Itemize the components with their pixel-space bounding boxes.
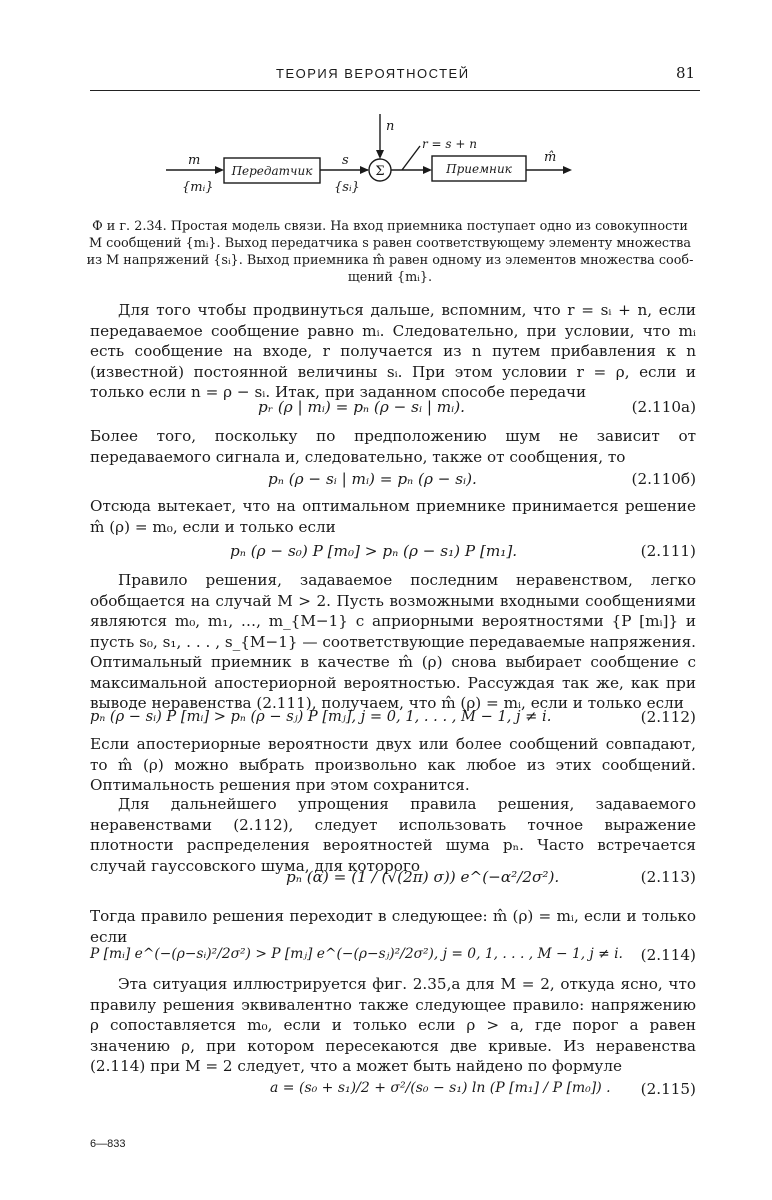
equation-2-110b-body: pₙ (ρ − sᵢ | mᵢ) = pₙ (ρ − sᵢ). — [268, 470, 477, 488]
equation-2-115-body: a = (s₀ + s₁)/2 + σ²/(s₀ − s₁) ln (P [m₁] / P [m₀]) . — [270, 1080, 611, 1096]
transmitter-label: Передатчик — [231, 164, 313, 178]
paragraph-3: Отсюда вытекает, что на оптимальном приемнике принимается решение m̂ (ρ) = m₀, если и только если — [90, 497, 696, 536]
input-set-label: {mᵢ} — [182, 180, 214, 195]
output-label: m̂ — [544, 150, 557, 165]
equation-2-114-body: P [mᵢ] e^(−(ρ−sᵢ)²/2σ²) > P [mⱼ] e^(−(ρ−sⱼ)²/2σ²), j = 0, 1, . . . , M − 1, j ≠ i. — [90, 946, 623, 962]
equation-2-115 — [90, 1080, 696, 1102]
equation-2-113-number: (2.113) — [640, 868, 696, 886]
noise-arrowhead — [376, 150, 384, 159]
sum-leader-line — [402, 146, 420, 170]
running-header: ТЕОРИЯ ВЕРОЯТНОСТЕЙ — [276, 66, 470, 81]
output-arrowhead — [563, 166, 572, 174]
figure-caption — [80, 218, 700, 286]
receiver-label: Приемник — [446, 162, 512, 176]
equation-2-110b-number: (2.110б) — [631, 470, 696, 488]
equation-2-114-number: (2.114) — [640, 946, 696, 964]
paragraph-6: Для дальнейшего упрощения правила решения, задаваемого неравенствами (2.112), следует использовать точное выражение плотности распределения вероятностей шума pₙ. Часто встречается случай гауссовского шума, для которого — [90, 795, 696, 875]
paragraph-8: Эта ситуация иллюстрируется фиг. 2.35,а для M = 2, откуда ясно, что правилу решения эквивалентно также следующее правило: напряжению ρ сопоставляется m₀, если и только если ρ > a, где порог a равен значению ρ, при котором пересекаются две кривые. Из неравенства (2.114) при M = 2 следует, что a может быть найдено по формуле — [90, 975, 696, 1075]
equation-2-113 — [90, 868, 696, 890]
paragraph-7: Тогда правило решения переходит в следующее: m̂ (ρ) = mᵢ, если и только если — [90, 907, 696, 946]
equation-2-111 — [90, 542, 696, 564]
equation-2-112 — [90, 708, 696, 730]
equation-2-110b — [90, 470, 696, 492]
caption-line-3: из M напряжений {sᵢ}. Выход приемника m̂ равен одному из элементов множества сооб- — [86, 253, 694, 268]
header-rule — [90, 90, 700, 91]
input-arrowhead — [215, 166, 224, 174]
noise-label: n — [386, 119, 395, 134]
equation-2-115-number: (2.115) — [640, 1080, 696, 1098]
signal-set-label: {sᵢ} — [334, 180, 360, 195]
caption-line-4: щений {mᵢ}. — [347, 270, 433, 285]
equation-2-114 — [90, 946, 696, 968]
page-number: 81 — [676, 64, 696, 82]
sum-arrowhead — [423, 166, 432, 174]
adder-symbol: Σ — [375, 164, 385, 179]
equation-2-111-body: pₙ (ρ − s₀) P [m₀] > pₙ (ρ − s₁) P [m₁]. — [230, 542, 518, 560]
equation-2-112-number: (2.112) — [640, 708, 696, 726]
paragraph-4: Правило решения, задаваемое последним неравенством, легко обобщается на случай M > 2. Пусть возможными входными сообщениями являются m₀, m₁, …, m_{M−1} с априорными вероятностями {P [mᵢ]} и пусть s₀, s₁, . . . , s_{M−1} — соответствующие передаваемые напряжения. Оптимальный приемник в качестве m̂ (ρ) снова выбирает сообщение с максимальной апостериорной вероятностью. Рассуждая так же, как при выводе неравенства (2.111), получаем, что m̂ (ρ) = mᵢ, если и только если — [90, 571, 696, 712]
paragraph-2: Более того, поскольку по предположению шум не зависит от передаваемого сигнала и, следовательно, также от сообщения, то — [90, 427, 696, 466]
paragraph-1: Для того чтобы продвинуться дальше, вспомним, что r = sᵢ + n, если передаваемое сообщение равно mᵢ. Следовательно, при условии, что mᵢ есть сообщение на входе, r получается из n путем прибавления к n (известной) постоянной величины sᵢ. При этом условии r = ρ, если и только если n = ρ − sᵢ. Итак, при заданном способе передачи — [90, 301, 696, 401]
sum-label: r = s + n — [422, 137, 477, 151]
equation-2-111-number: (2.111) — [640, 542, 696, 560]
input-label: m — [188, 153, 201, 168]
equation-2-110a-number: (2.110а) — [631, 398, 696, 416]
equation-2-112-body: pₙ (ρ − sᵢ) P [mᵢ] > pₙ (ρ − sⱼ) P [mⱼ], j = 0, 1, . . . , M − 1, j ≠ i. — [90, 708, 552, 725]
equation-2-110a-body: pᵣ (ρ | mᵢ) = pₙ (ρ − sᵢ | mᵢ). — [258, 398, 465, 416]
signal-label: s — [342, 153, 349, 168]
signal-arrowhead — [360, 166, 369, 174]
paragraph-5: Если апостериорные вероятности двух или более сообщений совпадают, то m̂ (ρ) можно выбрать произвольно как любое из этих сообщений. Оптимальность решения при этом сохранится. — [90, 735, 696, 794]
caption-line-1: Ф и г. 2.34. Простая модель связи. На вход приемника поступает одно из совокупности — [92, 219, 688, 234]
printer-signature: 6—833 — [90, 1138, 126, 1150]
communication-model-diagram — [160, 108, 580, 204]
equation-2-110a — [90, 398, 696, 420]
caption-line-2: M сообщений {mᵢ}. Выход передатчика s равен соответствующему элементу множества — [88, 236, 691, 251]
equation-2-113-body: pₙ (α) = (1 / (√(2π) σ)) e^(−α²/2σ²). — [286, 868, 560, 886]
